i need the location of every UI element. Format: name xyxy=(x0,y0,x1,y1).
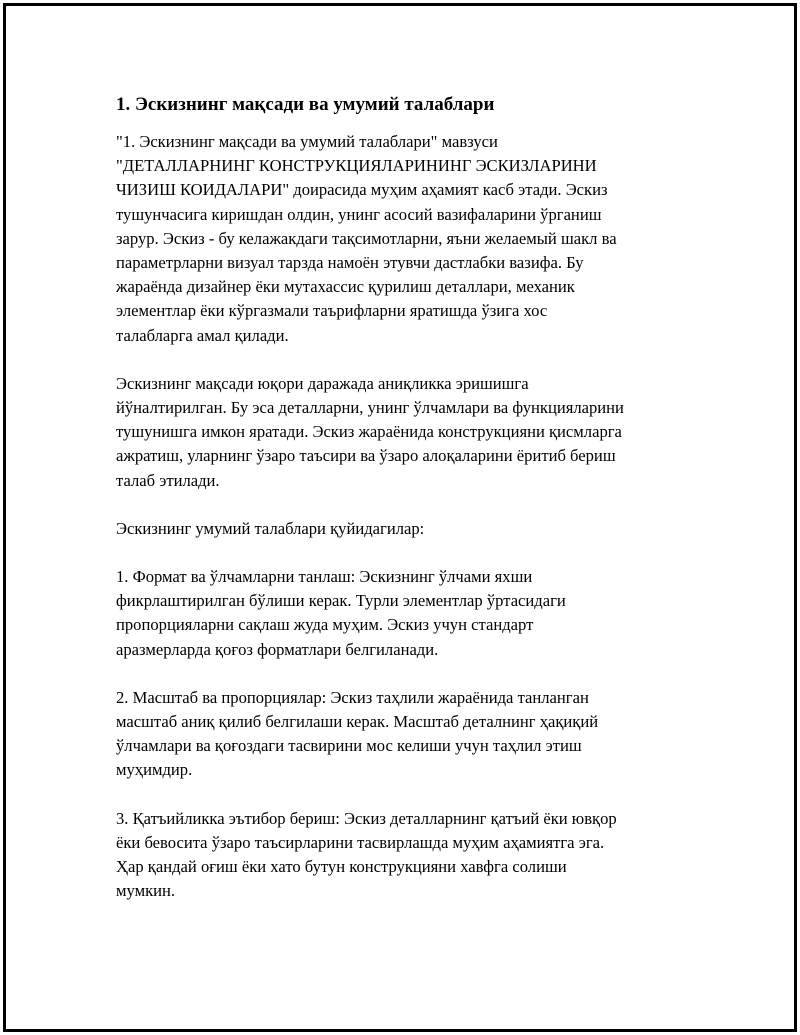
paragraph-intro: "1. Эскизнинг мақсади ва умумий талаблари" мавзуси "ДЕТАЛЛАРНИНГ КОНСТРУКЦИЯЛАРИНИНГ ЭСКИЗЛАРИНИ ЧИЗИШ КОИДАЛАРИ" доирасида муҳим аҳамият касб этади. Эскиз тушунчасига киришдан олдин, унинг асосий вазифаларини ўрганиш зарур. Эскиз - бу келажакдаги тақсимотларни, яъни желаемый шакл ва параметрларни визуал тарзда намоён этувчи дастлабки вазифа. Бу жараёнда дизайнер ёки мутахассис қурилиш деталлари, механик элементлар ёки кўргазмали таърифларни яратишда ўзига хос талабларга амал қилади. xyxy=(116,132,617,345)
paragraph-requirement-2: 2. Масштаб ва пропорциялар: Эскиз таҳлили жараёнида танланган масштаб аниқ қилиб белгилаши керак. Масштаб деталнинг ҳақиқий ўлчамлари ва қоғоздаги тасвирини мос келиши учун таҳлил этиш муҳимдир. xyxy=(116,687,599,780)
paragraph-purpose: Эскизнинг мақсади юқори даражада аниқликка эришишга йўналтирилган. Бу эса деталларни, унинг ўлчамлари ва функцияларини тушунишга имкон яратади. Эскиз жараёнида конструкцияни қисмларга ажратиш, уларнинг ўзаро таъсири ва ўзаро алоқаларини ёритиб бериш талаб этилади. xyxy=(116,373,624,490)
paragraph-requirements-lead: Эскизнинг умумий талаблари қуйидагилар: xyxy=(116,518,425,538)
paragraph-requirement-3: 3. Қатъийликка эътибор бериш: Эскиз деталларнинг қатъий ёки ювқор ёки бевосита ўзаро таъсирларини тасвирлашда муҳим аҳамиятга эга. Ҳар қандай оғиш ёки хато бутун конструкцияни хавфга солиши мумкин. xyxy=(116,808,617,901)
document-body xyxy=(116,93,696,927)
section-heading: 1. Эскизнинг мақсади ва умумий талаблари xyxy=(116,94,495,115)
paragraph-requirement-1: 1. Формат ва ўлчамларни танлаш: Эскизнинг ўлчами яхши фикрлаштирилган бўлиши керак. Турли элементлар ўртасидаги пропорцияларни сақлаш жуда муҳим. Эскиз учун стандарт аразмерларда қоғоз форматлари белгиланади. xyxy=(116,567,566,659)
